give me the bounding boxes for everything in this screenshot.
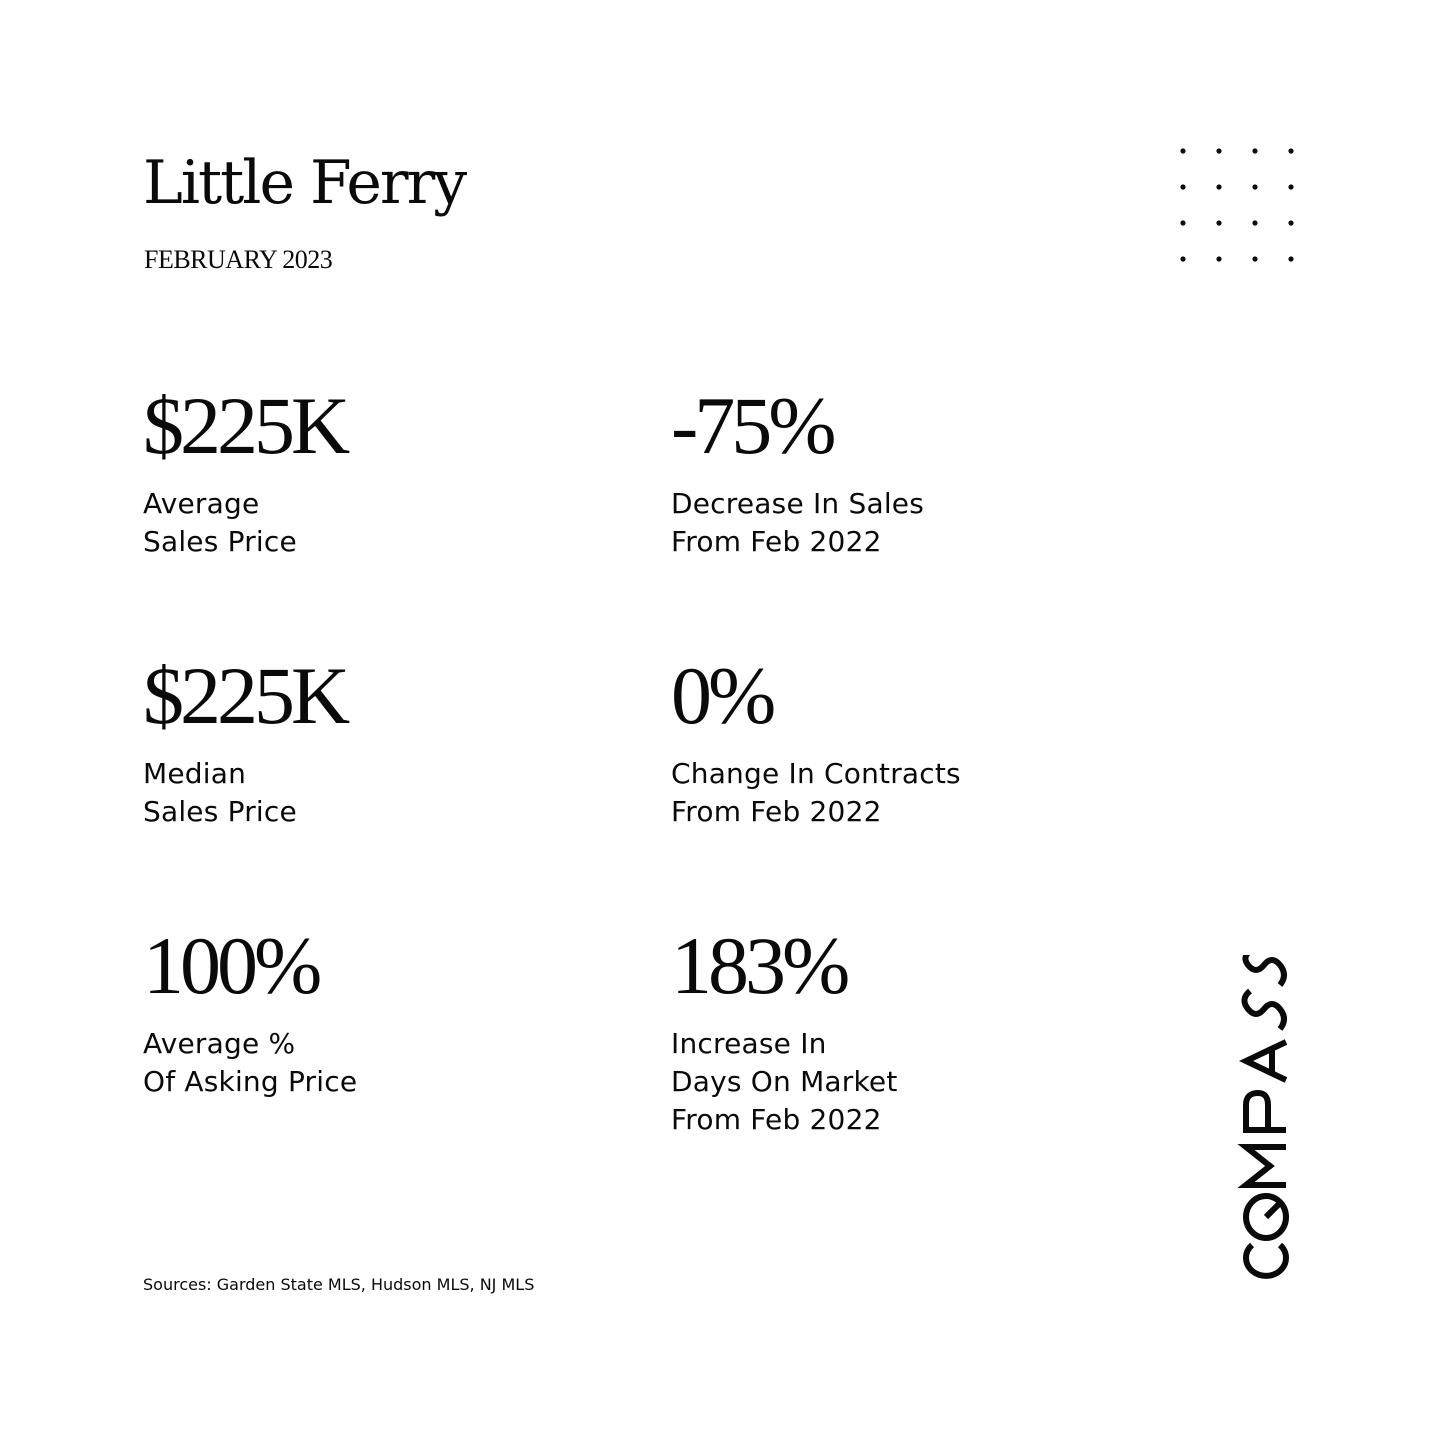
stat-label-line: Median: [143, 757, 247, 790]
stat-value: -75%: [671, 380, 833, 471]
stat-label-line: From Feb 2022: [671, 525, 882, 558]
report-period: FEBRUARY 2023: [144, 245, 333, 274]
stat-value: $225K: [143, 380, 347, 471]
stat-label: [671, 485, 1151, 561]
stat-average-sales-price: [143, 380, 623, 561]
stat-label-line: Days On Market: [671, 1065, 898, 1098]
stat-label-line: Sales Price: [143, 525, 297, 558]
stat-value: 183%: [671, 920, 847, 1011]
stat-median-sales-price: [143, 650, 623, 831]
stat-asking-price-ratio: [143, 920, 623, 1101]
stat-label-line: Sales Price: [143, 795, 297, 828]
stat-sales-change: [671, 380, 1151, 561]
sources-note: Sources: Garden State MLS, Hudson MLS, NJ MLS: [143, 1275, 535, 1294]
stat-label: [143, 485, 623, 561]
stat-label-line: From Feb 2022: [671, 795, 882, 828]
page-title: Little Ferry: [143, 148, 466, 218]
dot-grid-icon: [1172, 140, 1302, 270]
stat-label-line: Of Asking Price: [143, 1065, 358, 1098]
stat-value: $225K: [143, 650, 347, 741]
stat-label-line: Increase In: [671, 1027, 827, 1060]
stat-label-line: Average: [143, 487, 260, 520]
stat-label-line: Change In Contracts: [671, 757, 961, 790]
stat-value: 100%: [143, 920, 319, 1011]
stat-value: 0%: [671, 650, 773, 741]
stat-label-line: Decrease In Sales: [671, 487, 925, 520]
stat-days-on-market: [671, 920, 1151, 1139]
stat-label: [671, 755, 1151, 831]
stat-label-line: Average %: [143, 1027, 296, 1060]
compass-logo: [1236, 955, 1296, 1295]
stat-label: [671, 1025, 1151, 1139]
stat-label-line: From Feb 2022: [671, 1103, 882, 1136]
stat-contracts-change: [671, 650, 1151, 831]
stat-label: [143, 1025, 623, 1101]
stat-label: [143, 755, 623, 831]
